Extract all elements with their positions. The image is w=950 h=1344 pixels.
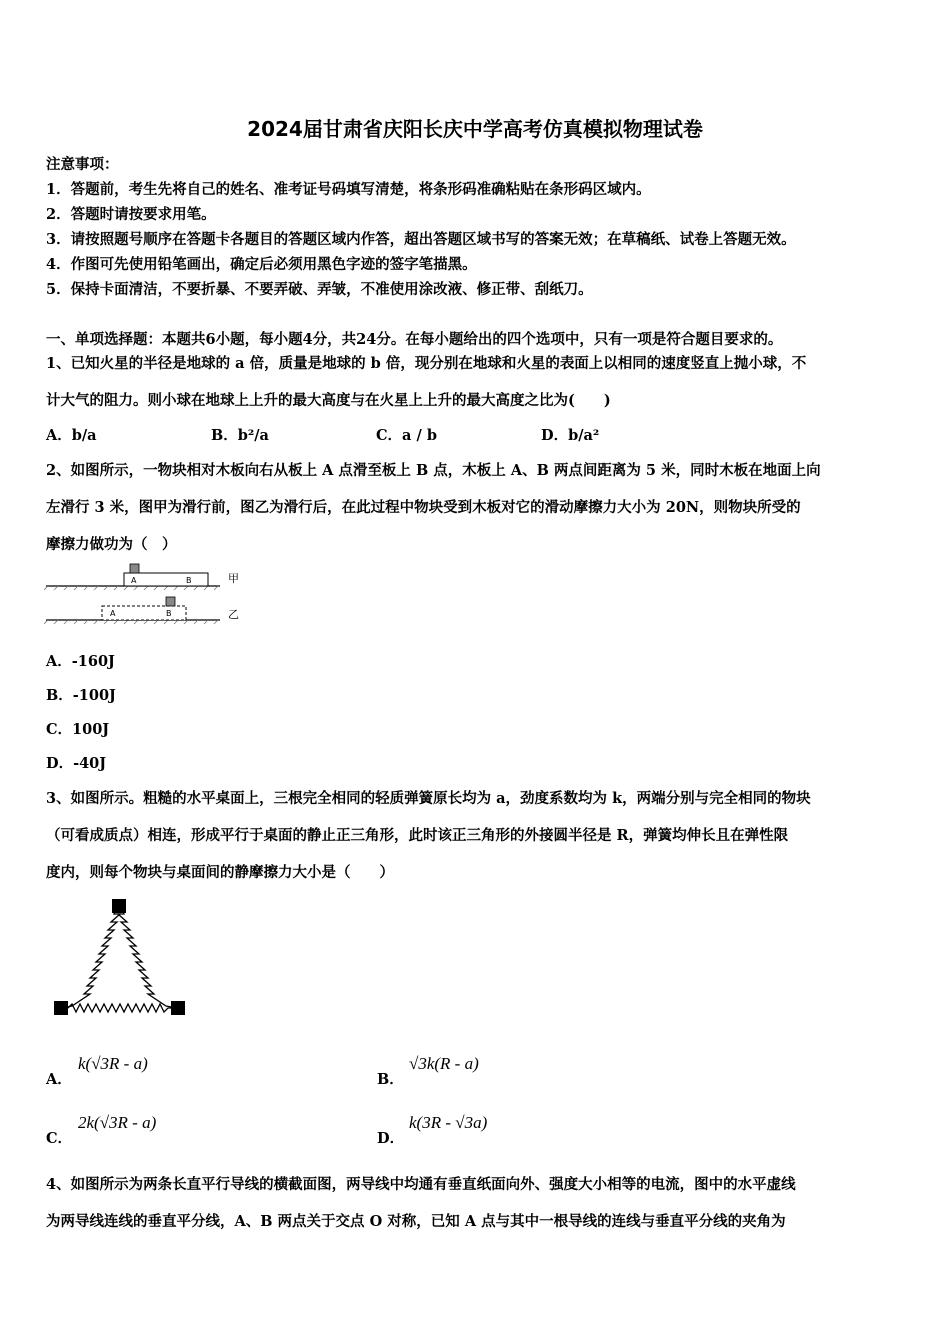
- fig-tag-jia: 甲: [228, 572, 239, 585]
- q3-figure: [50, 893, 192, 1021]
- label-b-jia: B: [186, 576, 192, 585]
- label-a-jia: A: [131, 576, 137, 585]
- spring-left: [62, 908, 120, 1008]
- q3-text-line1: 3、如图所示。粗糙的水平桌面上，三根完全相同的轻质弹簧原长均为 a，劲度系数均为 k，两端分别与完全相同的物块: [46, 790, 811, 807]
- q2-figure: [44, 560, 254, 628]
- q3-option-d-formula[interactable]: k(3R - √3a): [409, 1113, 488, 1132]
- q2-text-line3: 摩擦力做功为（ ）: [46, 536, 177, 553]
- q3-option-a-label[interactable]: A．: [46, 1071, 72, 1088]
- q3-option-b-label[interactable]: B．: [377, 1071, 404, 1088]
- q4-text-line1: 4、如图所示为两条长直平行导线的横截面图，两导线中均通有垂直纸面向外、强度大小相等的电流，图中的水平虚线: [46, 1176, 796, 1193]
- q2-option-d[interactable]: D．-40J: [46, 755, 107, 772]
- q2-option-a[interactable]: A．-160J: [46, 653, 115, 670]
- notice-item: 5．保持卡面清洁，不要折暴、不要弄破、弄皱，不准使用涂改液、修正带、刮纸刀。: [46, 281, 593, 298]
- block-right: [171, 1001, 185, 1015]
- q2-text-line2: 左滑行 3 米，图甲为滑行前，图乙为滑行后，在此过程中物块受到木板对它的滑动摩擦力大小为 20N，则物块所受的: [46, 499, 801, 516]
- q1-text-line1: 1、已知火星的半径是地球的 a 倍，质量是地球的 b 倍，现分别在地球和火星的表面上以相同的速度竖直上抛小球，不: [46, 355, 807, 372]
- q1-option-b[interactable]: B．b²/a: [211, 427, 269, 444]
- q1-option-a[interactable]: A．b/a: [46, 427, 97, 444]
- q3-option-b-formula[interactable]: √3k(R - a): [409, 1054, 479, 1073]
- q4-text-line2: 为两导线连线的垂直平分线，A、B 两点关于交点 O 对称，已知 A 点与其中一根导线的连线与垂直平分线的夹角为: [46, 1213, 786, 1230]
- block-left: [54, 1001, 68, 1015]
- spring-right: [118, 908, 177, 1008]
- q3-text-line2: （可看成质点）相连，形成平行于桌面的静止正三角形，此时该正三角形的外接圆半径是 R，弹簧均伸长且在弹性限: [46, 827, 789, 844]
- spring-bottom: [68, 1004, 171, 1012]
- section-heading: 一、单项选择题：本题共6小题，每小题4分，共24分。在每小题给出的四个选项中，只有一项是符合题目要求的。: [46, 331, 783, 348]
- notice-item: 4．作图可先使用铅笔画出，确定后必须用黑色字迹的签字笔描黑。: [46, 256, 477, 273]
- q3-option-c-label[interactable]: C．: [46, 1130, 73, 1147]
- q2-option-c[interactable]: C．100J: [46, 721, 110, 738]
- q2-text-line1: 2、如图所示，一物块相对木板向右从板上 A 点滑至板上 B 点，木板上 A、B 两点间距离为 5 米，同时木板在地面上向: [46, 462, 821, 479]
- block-yi: [166, 597, 175, 606]
- q1-text-line2: 计大气的阻力。则小球在地球上上升的最大高度与在火星上上升的最大高度之比为( ): [46, 392, 611, 409]
- block-jia: [130, 564, 139, 573]
- board-jia: [124, 573, 208, 586]
- notice-item: 3．请按照题号顺序在答题卡各题目的答题区域内作答，超出答题区域书写的答案无效；在草稿纸、试卷上答题无效。: [46, 231, 796, 248]
- q3-text-line3: 度内，则每个物块与桌面间的静摩擦力大小是（ ）: [46, 864, 394, 881]
- label-b-yi: B: [166, 609, 172, 618]
- q3-option-d-label[interactable]: D．: [377, 1130, 405, 1147]
- block-top: [112, 899, 126, 913]
- notice-item: 2．答题时请按要求用笔。: [46, 206, 216, 223]
- fig-tag-yi: 乙: [228, 608, 239, 621]
- q3-option-c-formula[interactable]: 2k(√3R - a): [78, 1113, 157, 1132]
- page-title: 2024届甘肃省庆阳长庆中学高考仿真模拟物理试卷: [247, 117, 703, 141]
- q1-option-d[interactable]: D．b/a²: [541, 427, 600, 444]
- q2-option-b[interactable]: B．-100J: [46, 687, 116, 704]
- q3-option-a-formula[interactable]: k(√3R - a): [78, 1054, 148, 1073]
- notice-item: 1．答题前，考生先将自己的姓名、准考证号码填写清楚，将条形码准确粘贴在条形码区域内。: [46, 181, 651, 198]
- notice-heading: 注意事项：: [46, 156, 119, 173]
- label-a-yi: A: [110, 609, 116, 618]
- q1-option-c[interactable]: C．a / b: [376, 427, 437, 444]
